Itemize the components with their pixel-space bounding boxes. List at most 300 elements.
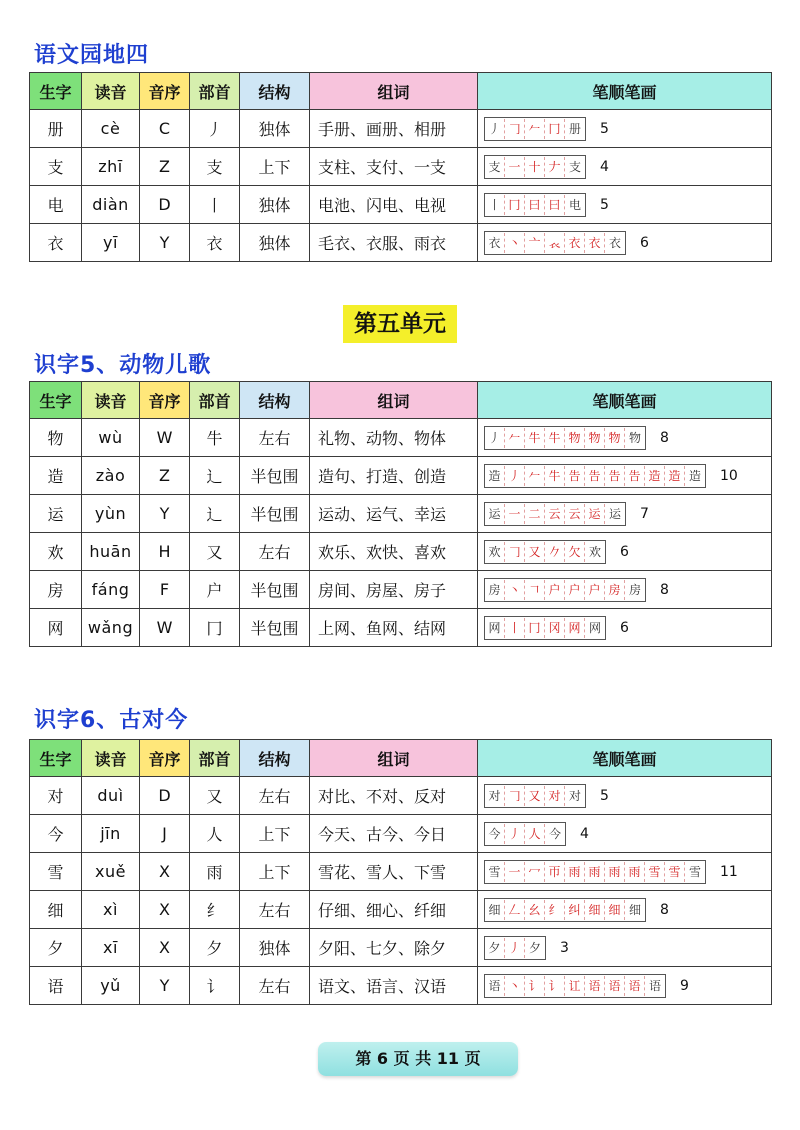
- column-header: 组词: [310, 740, 478, 777]
- letter-order-cell: Y: [140, 495, 190, 533]
- stroke-step: 细: [628, 902, 641, 917]
- letter-order-cell: F: [140, 571, 190, 609]
- stroke-order-cell: [478, 186, 772, 224]
- stroke-step: 语: [585, 976, 605, 996]
- radical-cell: 辶: [190, 495, 240, 533]
- radical-cell: 辶: [190, 457, 240, 495]
- stroke-step: 细: [585, 900, 605, 920]
- stroke-step: 造: [485, 466, 505, 486]
- stroke-step: 网: [565, 618, 585, 638]
- column-header: 笔顺笔画: [478, 382, 772, 419]
- table-row: [30, 457, 772, 495]
- stroke-step: 讠: [525, 976, 545, 996]
- structure-cell: 半包围: [240, 571, 310, 609]
- stroke-step: 雨: [565, 862, 585, 882]
- stroke-step: 网: [485, 618, 505, 638]
- stroke-count: 5: [600, 196, 609, 213]
- radical-cell: 人: [190, 815, 240, 853]
- radical-cell: 又: [190, 777, 240, 815]
- stroke-count: 4: [580, 825, 589, 842]
- stroke-step: 运: [585, 504, 605, 524]
- stroke-step: 纠: [565, 900, 585, 920]
- letter-order-cell: X: [140, 853, 190, 891]
- stroke-step: 丿: [485, 428, 505, 448]
- section-title-shizi5: 识字5、动物儿歌: [34, 353, 212, 378]
- stroke-step: 语: [605, 976, 625, 996]
- structure-cell: 左右: [240, 777, 310, 815]
- stroke-step: 云: [545, 504, 565, 524]
- stroke-count: 11: [720, 863, 738, 880]
- letter-order-cell: D: [140, 777, 190, 815]
- stroke-step: 丨: [505, 618, 525, 638]
- stroke-order-grid: [484, 540, 606, 564]
- stroke-count: 10: [720, 467, 738, 484]
- letter-order-cell: X: [140, 929, 190, 967]
- section-title-yuwen-yuandi: 语文园地四: [34, 43, 150, 68]
- character-cell: 电: [30, 186, 82, 224]
- stroke-step: 𠃋: [505, 900, 525, 920]
- stroke-order-grid: [484, 860, 706, 884]
- words-cell: 支柱、支付、一支: [310, 148, 478, 186]
- letter-order-cell: W: [140, 609, 190, 647]
- radical-cell: 户: [190, 571, 240, 609]
- table-header-row: [30, 73, 772, 110]
- column-header: 音序: [140, 73, 190, 110]
- stroke-count: 6: [640, 234, 649, 251]
- column-header: 生字: [30, 740, 82, 777]
- stroke-order-grid: [484, 155, 586, 179]
- table-header-row: [30, 382, 772, 419]
- stroke-step: 语: [485, 976, 505, 996]
- stroke-count: 5: [600, 120, 609, 137]
- table-row: [30, 495, 772, 533]
- character-table-3: [29, 739, 772, 1005]
- column-header: 部首: [190, 382, 240, 419]
- character-cell: 支: [30, 148, 82, 186]
- stroke-step: 今: [485, 824, 505, 844]
- stroke-step: 幺: [525, 900, 545, 920]
- stroke-step: 丿: [505, 466, 525, 486]
- stroke-step: 造: [665, 466, 685, 486]
- letter-order-cell: C: [140, 110, 190, 148]
- structure-cell: 半包围: [240, 609, 310, 647]
- stroke-step: 丿: [505, 824, 525, 844]
- stroke-step: 冂: [505, 195, 525, 215]
- words-cell: 运动、运气、幸运: [310, 495, 478, 533]
- stroke-count: 5: [600, 787, 609, 804]
- structure-cell: 左右: [240, 533, 310, 571]
- stroke-step: 丶: [505, 976, 525, 996]
- pinyin-cell: fáng: [82, 571, 140, 609]
- table-row: [30, 571, 772, 609]
- stroke-step: 造: [645, 466, 665, 486]
- stroke-step: 告: [585, 466, 605, 486]
- stroke-step: 对: [545, 786, 565, 806]
- structure-cell: 上下: [240, 853, 310, 891]
- table-row: [30, 533, 772, 571]
- stroke-step: 细: [485, 900, 505, 920]
- stroke-step: 衣: [485, 233, 505, 253]
- words-cell: 仔细、细心、纤细: [310, 891, 478, 929]
- stroke-order-cell: [478, 148, 772, 186]
- character-cell: 房: [30, 571, 82, 609]
- stroke-step: 网: [588, 620, 601, 635]
- column-header: 读音: [82, 382, 140, 419]
- words-cell: 雪花、雪人、下雪: [310, 853, 478, 891]
- stroke-count: 9: [680, 977, 689, 994]
- stroke-order-cell: [478, 777, 772, 815]
- stroke-step: 丶: [505, 233, 525, 253]
- stroke-step: 衣: [565, 233, 585, 253]
- stroke-step: 丨: [485, 195, 505, 215]
- column-header: 笔顺笔画: [478, 73, 772, 110]
- stroke-step: 雨: [625, 862, 645, 882]
- structure-cell: 左右: [240, 967, 310, 1005]
- words-cell: 对比、不对、反对: [310, 777, 478, 815]
- stroke-count: 8: [660, 901, 669, 918]
- stroke-step: 冈: [545, 618, 565, 638]
- letter-order-cell: Z: [140, 148, 190, 186]
- character-cell: 夕: [30, 929, 82, 967]
- radical-cell: 又: [190, 533, 240, 571]
- radical-cell: 牛: [190, 419, 240, 457]
- stroke-step: 告: [565, 466, 585, 486]
- stroke-step: 𠂉: [525, 466, 545, 486]
- stroke-order-grid: [484, 426, 646, 450]
- stroke-order-cell: [478, 929, 772, 967]
- stroke-order-grid: [484, 464, 706, 488]
- stroke-order-grid: [484, 578, 646, 602]
- structure-cell: 半包围: [240, 457, 310, 495]
- character-table-2: [29, 381, 772, 647]
- stroke-step: 支: [568, 159, 581, 174]
- stroke-step: 对: [485, 786, 505, 806]
- stroke-order-cell: [478, 891, 772, 929]
- stroke-step: 夕: [528, 940, 541, 955]
- stroke-order-grid: [484, 936, 546, 960]
- stroke-order-grid: [484, 822, 566, 846]
- stroke-step: 𠃍: [525, 580, 545, 600]
- stroke-order-grid: [484, 974, 666, 998]
- radical-cell: 衣: [190, 224, 240, 262]
- stroke-step: 牛: [545, 466, 565, 486]
- stroke-order-cell: [478, 495, 772, 533]
- stroke-step: 欠: [565, 542, 585, 562]
- letter-order-cell: X: [140, 891, 190, 929]
- column-header: 读音: [82, 73, 140, 110]
- pinyin-cell: xuě: [82, 853, 140, 891]
- stroke-step: 冂: [545, 119, 565, 139]
- stroke-step: 又: [525, 786, 545, 806]
- radical-cell: 讠: [190, 967, 240, 1005]
- page-footer: 第 6 页 共 11 页: [318, 1042, 518, 1076]
- structure-cell: 上下: [240, 815, 310, 853]
- stroke-step: 𠂇: [545, 157, 565, 177]
- stroke-step: 今: [548, 826, 561, 841]
- column-header: 读音: [82, 740, 140, 777]
- radical-cell: 支: [190, 148, 240, 186]
- radical-cell: 夕: [190, 929, 240, 967]
- words-cell: 造句、打造、创造: [310, 457, 478, 495]
- character-cell: 册: [30, 110, 82, 148]
- stroke-order-grid: [484, 616, 606, 640]
- stroke-step: 房: [628, 582, 641, 597]
- stroke-step: 造: [688, 468, 701, 483]
- letter-order-cell: J: [140, 815, 190, 853]
- stroke-step: 衣: [585, 233, 605, 253]
- pinyin-cell: yǔ: [82, 967, 140, 1005]
- stroke-step: 一: [505, 504, 525, 524]
- stroke-order-grid: [484, 898, 646, 922]
- pinyin-cell: wù: [82, 419, 140, 457]
- stroke-step: 𠃌: [505, 119, 525, 139]
- unit-title: 第五单元: [343, 305, 457, 343]
- stroke-step: 支: [485, 157, 505, 177]
- structure-cell: 独体: [240, 224, 310, 262]
- character-cell: 细: [30, 891, 82, 929]
- words-cell: 上网、鱼网、结网: [310, 609, 478, 647]
- stroke-step: 又: [525, 542, 545, 562]
- table-row: [30, 609, 772, 647]
- stroke-order-grid: [484, 117, 586, 141]
- column-header: 笔顺笔画: [478, 740, 772, 777]
- stroke-step: 一: [505, 157, 525, 177]
- stroke-step: 讧: [565, 976, 585, 996]
- stroke-step: 𠂉: [505, 428, 525, 448]
- stroke-step: 衣: [608, 235, 621, 250]
- stroke-step: 人: [525, 824, 545, 844]
- column-header: 结构: [240, 740, 310, 777]
- stroke-step: 牛: [545, 428, 565, 448]
- radical-cell: 雨: [190, 853, 240, 891]
- letter-order-cell: Y: [140, 967, 190, 1005]
- stroke-step: 物: [628, 430, 641, 445]
- stroke-step: 𠂉: [525, 119, 545, 139]
- stroke-step: 物: [585, 428, 605, 448]
- character-cell: 运: [30, 495, 82, 533]
- letter-order-cell: H: [140, 533, 190, 571]
- column-header: 生字: [30, 73, 82, 110]
- stroke-step: 牛: [525, 428, 545, 448]
- stroke-order-grid: [484, 502, 626, 526]
- stroke-step: 冂: [525, 618, 545, 638]
- stroke-step: 欢: [485, 542, 505, 562]
- character-cell: 雪: [30, 853, 82, 891]
- stroke-step: 帀: [545, 862, 565, 882]
- stroke-order-cell: [478, 110, 772, 148]
- words-cell: 手册、画册、相册: [310, 110, 478, 148]
- stroke-order-cell: [478, 457, 772, 495]
- column-header: 组词: [310, 382, 478, 419]
- column-header: 生字: [30, 382, 82, 419]
- stroke-step: 运: [608, 506, 621, 521]
- stroke-step: 雪: [485, 862, 505, 882]
- radical-cell: 冂: [190, 609, 240, 647]
- pinyin-cell: duì: [82, 777, 140, 815]
- stroke-step: 一: [505, 862, 525, 882]
- stroke-step: 语: [648, 978, 661, 993]
- stroke-step: 户: [545, 580, 565, 600]
- table-row: [30, 891, 772, 929]
- pinyin-cell: diàn: [82, 186, 140, 224]
- stroke-order-cell: [478, 419, 772, 457]
- stroke-step: 𧘇: [545, 233, 565, 253]
- table-row: [30, 148, 772, 186]
- character-table-1: [29, 72, 772, 262]
- table-row: [30, 224, 772, 262]
- stroke-count: 7: [640, 505, 649, 522]
- character-cell: 网: [30, 609, 82, 647]
- structure-cell: 左右: [240, 891, 310, 929]
- words-cell: 毛衣、衣服、雨衣: [310, 224, 478, 262]
- column-header: 部首: [190, 740, 240, 777]
- words-cell: 房间、房屋、房子: [310, 571, 478, 609]
- section-title-shizi6: 识字6、古对今: [34, 708, 189, 733]
- stroke-step: 亠: [525, 233, 545, 253]
- table-row: [30, 419, 772, 457]
- stroke-step: 雪: [645, 862, 665, 882]
- table-row: [30, 929, 772, 967]
- stroke-step: 𠂊: [545, 542, 565, 562]
- stroke-order-cell: [478, 853, 772, 891]
- pinyin-cell: zào: [82, 457, 140, 495]
- radical-cell: 纟: [190, 891, 240, 929]
- table-row: [30, 967, 772, 1005]
- pinyin-cell: yī: [82, 224, 140, 262]
- structure-cell: 独体: [240, 929, 310, 967]
- radical-cell: 丿: [190, 110, 240, 148]
- stroke-step: 告: [625, 466, 645, 486]
- table-row: [30, 110, 772, 148]
- stroke-step: 丿: [505, 938, 525, 958]
- stroke-step: 二: [525, 504, 545, 524]
- stroke-order-cell: [478, 224, 772, 262]
- character-cell: 语: [30, 967, 82, 1005]
- character-cell: 造: [30, 457, 82, 495]
- words-cell: 语文、语言、汉语: [310, 967, 478, 1005]
- stroke-count: 6: [620, 543, 629, 560]
- stroke-step: 雨: [605, 862, 625, 882]
- stroke-step: 户: [585, 580, 605, 600]
- column-header: 部首: [190, 73, 240, 110]
- pinyin-cell: yùn: [82, 495, 140, 533]
- table-row: [30, 777, 772, 815]
- stroke-order-cell: [478, 609, 772, 647]
- stroke-step: 电: [568, 197, 581, 212]
- stroke-step: 房: [485, 580, 505, 600]
- stroke-step: 雪: [688, 864, 701, 879]
- stroke-step: 曰: [545, 195, 565, 215]
- stroke-step: 语: [625, 976, 645, 996]
- stroke-step: 雨: [585, 862, 605, 882]
- stroke-step: 丶: [505, 580, 525, 600]
- stroke-step: 册: [568, 121, 581, 136]
- letter-order-cell: D: [140, 186, 190, 224]
- stroke-count: 8: [660, 429, 669, 446]
- words-cell: 电池、闪电、电视: [310, 186, 478, 224]
- stroke-step: 对: [568, 788, 581, 803]
- stroke-count: 3: [560, 939, 569, 956]
- radical-cell: 丨: [190, 186, 240, 224]
- pinyin-cell: jīn: [82, 815, 140, 853]
- character-cell: 欢: [30, 533, 82, 571]
- stroke-step: 夕: [485, 938, 505, 958]
- structure-cell: 上下: [240, 148, 310, 186]
- stroke-count: 4: [600, 158, 609, 175]
- stroke-order-cell: [478, 571, 772, 609]
- stroke-count: 8: [660, 581, 669, 598]
- structure-cell: 半包围: [240, 495, 310, 533]
- letter-order-cell: Z: [140, 457, 190, 495]
- structure-cell: 独体: [240, 186, 310, 224]
- character-cell: 衣: [30, 224, 82, 262]
- stroke-order-grid: [484, 193, 586, 217]
- stroke-step: 云: [565, 504, 585, 524]
- table-row: [30, 186, 772, 224]
- table-row: [30, 815, 772, 853]
- words-cell: 今天、古今、今日: [310, 815, 478, 853]
- stroke-step: 雪: [665, 862, 685, 882]
- stroke-step: 𠃌: [505, 786, 525, 806]
- stroke-step: 运: [485, 504, 505, 524]
- stroke-order-cell: [478, 815, 772, 853]
- stroke-step: 物: [605, 428, 625, 448]
- character-cell: 对: [30, 777, 82, 815]
- column-header: 结构: [240, 73, 310, 110]
- stroke-step: 讠: [545, 976, 565, 996]
- pinyin-cell: xì: [82, 891, 140, 929]
- words-cell: 礼物、动物、物体: [310, 419, 478, 457]
- column-header: 音序: [140, 740, 190, 777]
- stroke-step: 丿: [485, 119, 505, 139]
- words-cell: 夕阳、七夕、除夕: [310, 929, 478, 967]
- stroke-step: 曰: [525, 195, 545, 215]
- stroke-step: 物: [565, 428, 585, 448]
- stroke-step: 十: [525, 157, 545, 177]
- structure-cell: 独体: [240, 110, 310, 148]
- stroke-order-cell: [478, 533, 772, 571]
- stroke-step: 细: [605, 900, 625, 920]
- structure-cell: 左右: [240, 419, 310, 457]
- pinyin-cell: wǎng: [82, 609, 140, 647]
- character-cell: 今: [30, 815, 82, 853]
- column-header: 音序: [140, 382, 190, 419]
- stroke-step: 房: [605, 580, 625, 600]
- pinyin-cell: xī: [82, 929, 140, 967]
- pinyin-cell: cè: [82, 110, 140, 148]
- stroke-step: 纟: [545, 900, 565, 920]
- column-header: 组词: [310, 73, 478, 110]
- stroke-order-grid: [484, 231, 626, 255]
- letter-order-cell: Y: [140, 224, 190, 262]
- stroke-step: 𠃌: [505, 542, 525, 562]
- stroke-order-cell: [478, 967, 772, 1005]
- stroke-step: 户: [565, 580, 585, 600]
- stroke-step: 告: [605, 466, 625, 486]
- column-header: 结构: [240, 382, 310, 419]
- stroke-step: 冖: [525, 862, 545, 882]
- stroke-order-grid: [484, 784, 586, 808]
- table-row: [30, 853, 772, 891]
- pinyin-cell: huān: [82, 533, 140, 571]
- stroke-count: 6: [620, 619, 629, 636]
- table-header-row: [30, 740, 772, 777]
- character-cell: 物: [30, 419, 82, 457]
- words-cell: 欢乐、欢快、喜欢: [310, 533, 478, 571]
- pinyin-cell: zhī: [82, 148, 140, 186]
- stroke-step: 欢: [588, 544, 601, 559]
- letter-order-cell: W: [140, 419, 190, 457]
